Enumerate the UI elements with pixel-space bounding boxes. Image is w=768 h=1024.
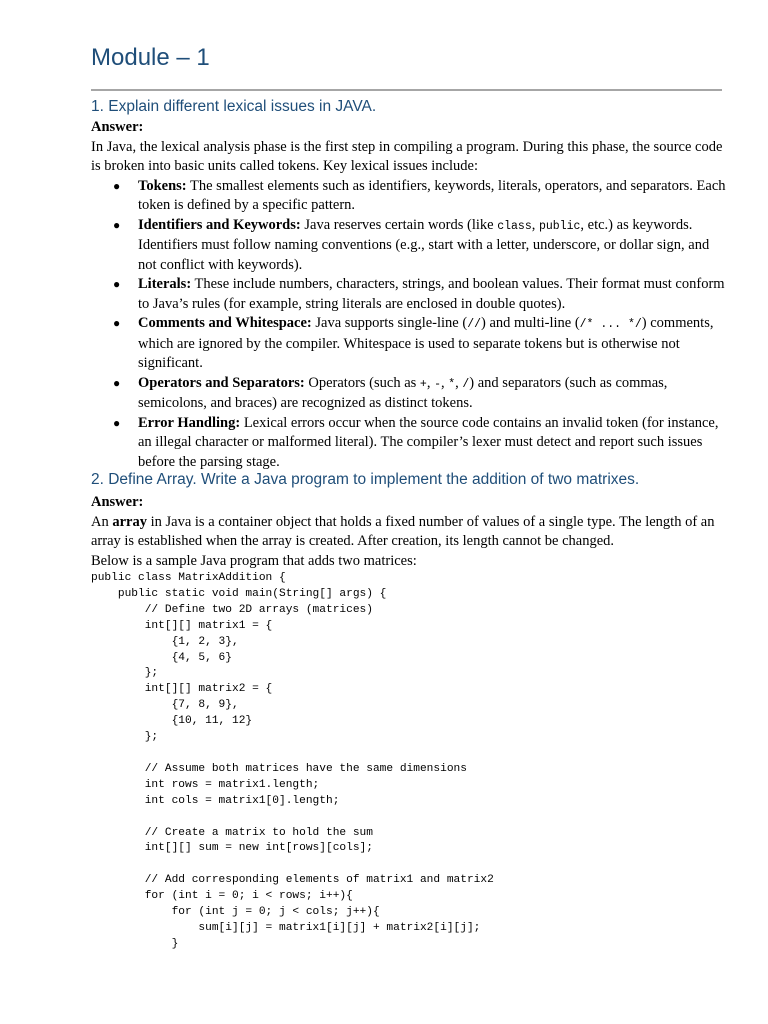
inline-code: class bbox=[497, 219, 532, 233]
list-item-term: Operators and Separators: bbox=[138, 374, 305, 391]
list-item-operators-separators: ● Operators and Separators: Operators (such as +, -, *, /) and separators (such as commas, semicolons, and braces) are recognized as distinct tokens. bbox=[113, 374, 668, 411]
lexical-issues-list bbox=[91, 177, 731, 473]
inline-code: - bbox=[434, 377, 441, 391]
list-item-identifiers-keywords: ● Identifiers and Keywords: Java reserves certain words (like class, public, etc.) as keywords. Identifiers must follow naming conventions (e.g., start with a letter, underscore, or dollar sign, and not conflict with keywords). bbox=[113, 216, 710, 273]
question-2-heading: 2. Define Array. Write a Java program to implement the addition of two matrixes. bbox=[91, 471, 640, 488]
inline-code: public bbox=[538, 219, 581, 233]
array-term: array bbox=[112, 513, 147, 530]
list-item-term: Error Handling: bbox=[138, 414, 241, 431]
title-divider bbox=[91, 89, 722, 91]
inline-code: * bbox=[448, 377, 456, 391]
array-definition: An array in Java is a container object that holds a fixed number of values of a single type. The length of an array is established when the array is created. After creation, its length cannot be changed. bbox=[91, 513, 715, 549]
list-item-term: Tokens: bbox=[138, 177, 187, 194]
question-1-answer-label: Answer: bbox=[91, 119, 144, 135]
question-1-heading: 1. Explain different lexical issues in JAVA. bbox=[91, 98, 377, 115]
list-item-literals: ● Literals: These include numbers, characters, strings, and boolean values. Their format must conform to Java’s rules (for example, string literals are enclosed in double quotes). bbox=[113, 276, 725, 312]
inline-code: + bbox=[419, 377, 427, 391]
program-intro: Below is a sample Java program that adds two matrices: bbox=[91, 552, 417, 569]
list-item-error-handling: ● Error Handling: Lexical errors occur when the source code contains an invalid token (for instance, an illegal character or malformed literal). The compiler’s lexer must detect and report such issues before the parsing stage. bbox=[113, 414, 719, 470]
list-item-term: Identifiers and Keywords: bbox=[138, 216, 301, 233]
question-2-section bbox=[91, 470, 731, 953]
list-item-tokens: ● Tokens: The smallest elements such as identifiers, keywords, literals, operators, and separators. Each token is defined by a specific pattern. bbox=[113, 177, 726, 213]
question-2-answer-label: Answer: bbox=[91, 494, 144, 510]
question-1-intro: In Java, the lexical analysis phase is the first step in compiling a program. During this phase, the source code is broken into basic units called tokens. Key lexical issues include: bbox=[91, 138, 723, 174]
inline-code: / bbox=[462, 377, 470, 391]
inline-code: // bbox=[467, 318, 481, 331]
page-title: Module – 1 bbox=[91, 44, 210, 71]
list-item-term: Literals: bbox=[138, 276, 192, 292]
question-1-section bbox=[91, 97, 731, 472]
inline-code: /* ... */ bbox=[579, 318, 642, 331]
code-block: public class MatrixAddition { public static void main(String[] args) { // Define two 2D arrays (matrices) int[][] matrix1 = { {1, 2, 3}, {4, 5, 6} }; int[][] matrix2 = { {7, 8, 9}, {10, 11, 12} }; // Assume both matrices have the same dimensions int rows = matrix1.length; int cols = matrix1[0].length; // Create a matrix to hold the sum int[][] sum = new int[rows][cols]; // Add corresponding elements of matrix1 and matrix2 for (int i = 0; i < rows; i++){ for (int j = 0; j < cols; j++){ sum[i][j] = matrix1[i][j] + matrix2[i][j]; } bbox=[91, 572, 494, 950]
list-item-comments-whitespace: ● Comments and Whitespace: Java supports single-line (//) and multi-line (/* ... */) comments, which are ignored by the compiler. Whitespace is used to separate tokens but is otherwise not significant. bbox=[113, 315, 714, 371]
list-item-term: Comments and Whitespace: bbox=[138, 315, 312, 331]
